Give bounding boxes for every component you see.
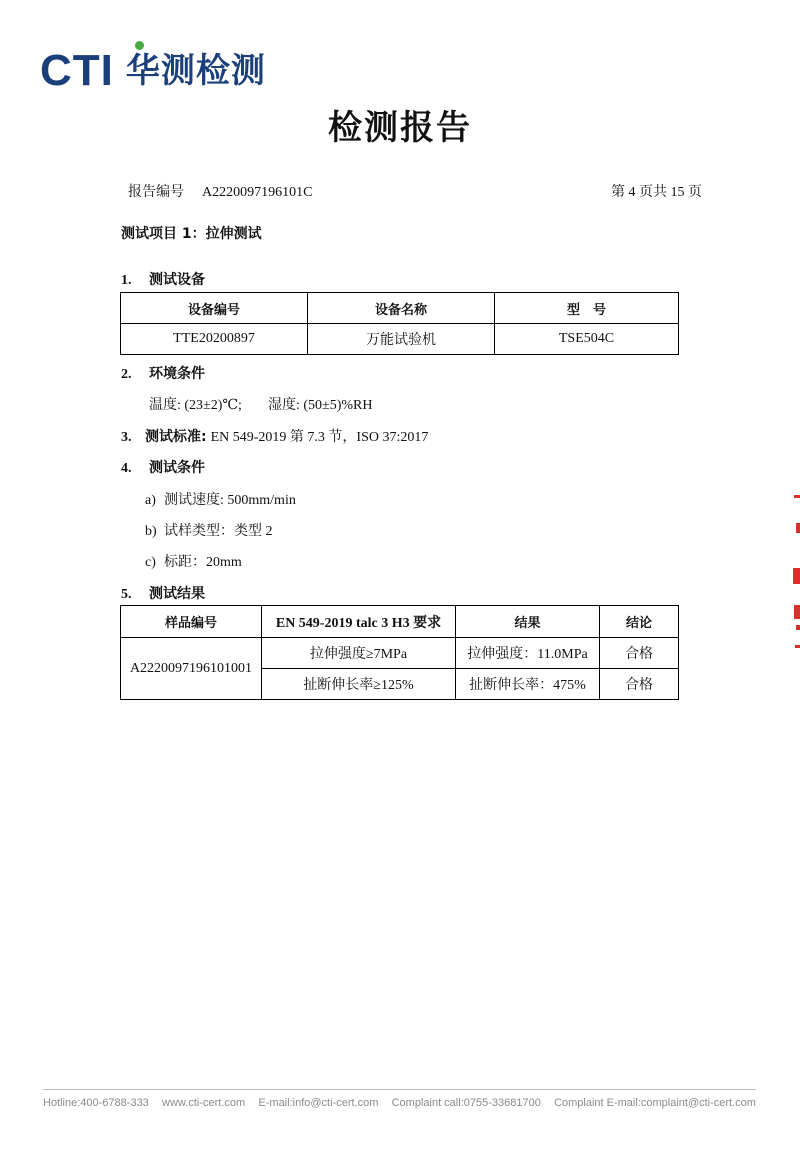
section-number: 3. [121,430,132,445]
section-number: 1. [121,273,132,288]
seal-stamp-fragment [792,495,800,655]
results-table [120,605,679,700]
table-header: 设备编号 [121,293,308,324]
requirement: 拉伸强度≥7MPa [262,638,456,669]
result: 拉伸强度：11.0MPa [456,638,600,669]
section-number: 4. [121,461,132,476]
footer-divider [43,1089,756,1090]
section-label: 测试设备 [149,272,205,288]
condition-text: 试样类型：类型 2 [164,524,273,539]
table-header: 设备名称 [308,293,495,324]
condition-text: 测试速度: 500mm/min [164,493,296,508]
table-header: 型 号 [495,293,679,324]
table-header: 结论 [600,606,679,638]
section-equipment-title [121,269,205,289]
document-title: 检测报告 [328,108,472,148]
list-item [145,551,242,571]
test-item-title: 测试项目 1：拉伸测试 [121,226,262,242]
list-item [145,520,273,540]
equipment-table [120,292,679,355]
list-marker: c) [145,555,156,570]
logo-brand: CTI [40,46,114,95]
report-number [128,181,312,201]
footer-complaint-email[interactable]: Complaint E-mail:complaint@cti-cert.com [554,1097,756,1109]
equipment-model: TSE504C [495,324,679,355]
section-number: 5. [121,587,132,602]
temperature: 温度: (23±2)℃; [149,398,242,413]
footer-email[interactable]: E-mail:info@cti-cert.com [258,1097,379,1109]
table-header: 样品编号 [121,606,262,638]
page-info: 第 4 页共 15 页 [611,185,702,200]
section-number: 2. [121,367,132,382]
logo-dot-icon [135,41,144,50]
conclusion: 合格 [600,638,679,669]
equipment-number: TTE20200897 [121,324,308,355]
section-results-title [121,583,205,603]
standard-value: EN 549-2019 第 7.3 节，ISO 37:2017 [210,430,429,445]
section-label: 环境条件 [149,366,205,382]
result: 扯断伸长率：475% [456,669,600,700]
table-header: 结果 [456,606,600,638]
conclusion: 合格 [600,669,679,700]
requirement: 扯断伸长率≥125% [262,669,456,700]
report-number-value: A2220097196101C [202,185,313,200]
footer-website[interactable]: www.cti-cert.com [162,1097,246,1109]
condition-text: 标距：20mm [164,555,242,570]
humidity: 湿度: (50±5)%RH [267,398,373,413]
list-marker: a) [145,493,156,508]
sample-number: A2220097196101001 [121,638,262,700]
table-header: EN 549-2019 talc 3 H3 要求 [262,606,456,638]
footer-hotline: Hotline:400-6788-333 [43,1097,149,1109]
logo-chinese-name: 华测检测 [125,51,266,91]
list-marker: b) [145,524,157,539]
list-item [145,489,296,509]
company-logo [40,40,266,96]
section-label: 测试结果 [149,586,205,602]
footer-complaint-call: Complaint call:0755-33681700 [391,1097,541,1109]
environment-values [149,394,372,414]
equipment-name: 万能试验机 [308,324,495,355]
page-footer [43,1097,756,1109]
section-label: 测试标准: [145,429,207,445]
section-label: 测试条件 [149,460,205,476]
report-number-label: 报告编号 [128,185,184,200]
section-environment-title [121,363,205,383]
table-row [121,638,679,669]
section-standard [121,426,428,446]
section-conditions-title [121,457,205,477]
